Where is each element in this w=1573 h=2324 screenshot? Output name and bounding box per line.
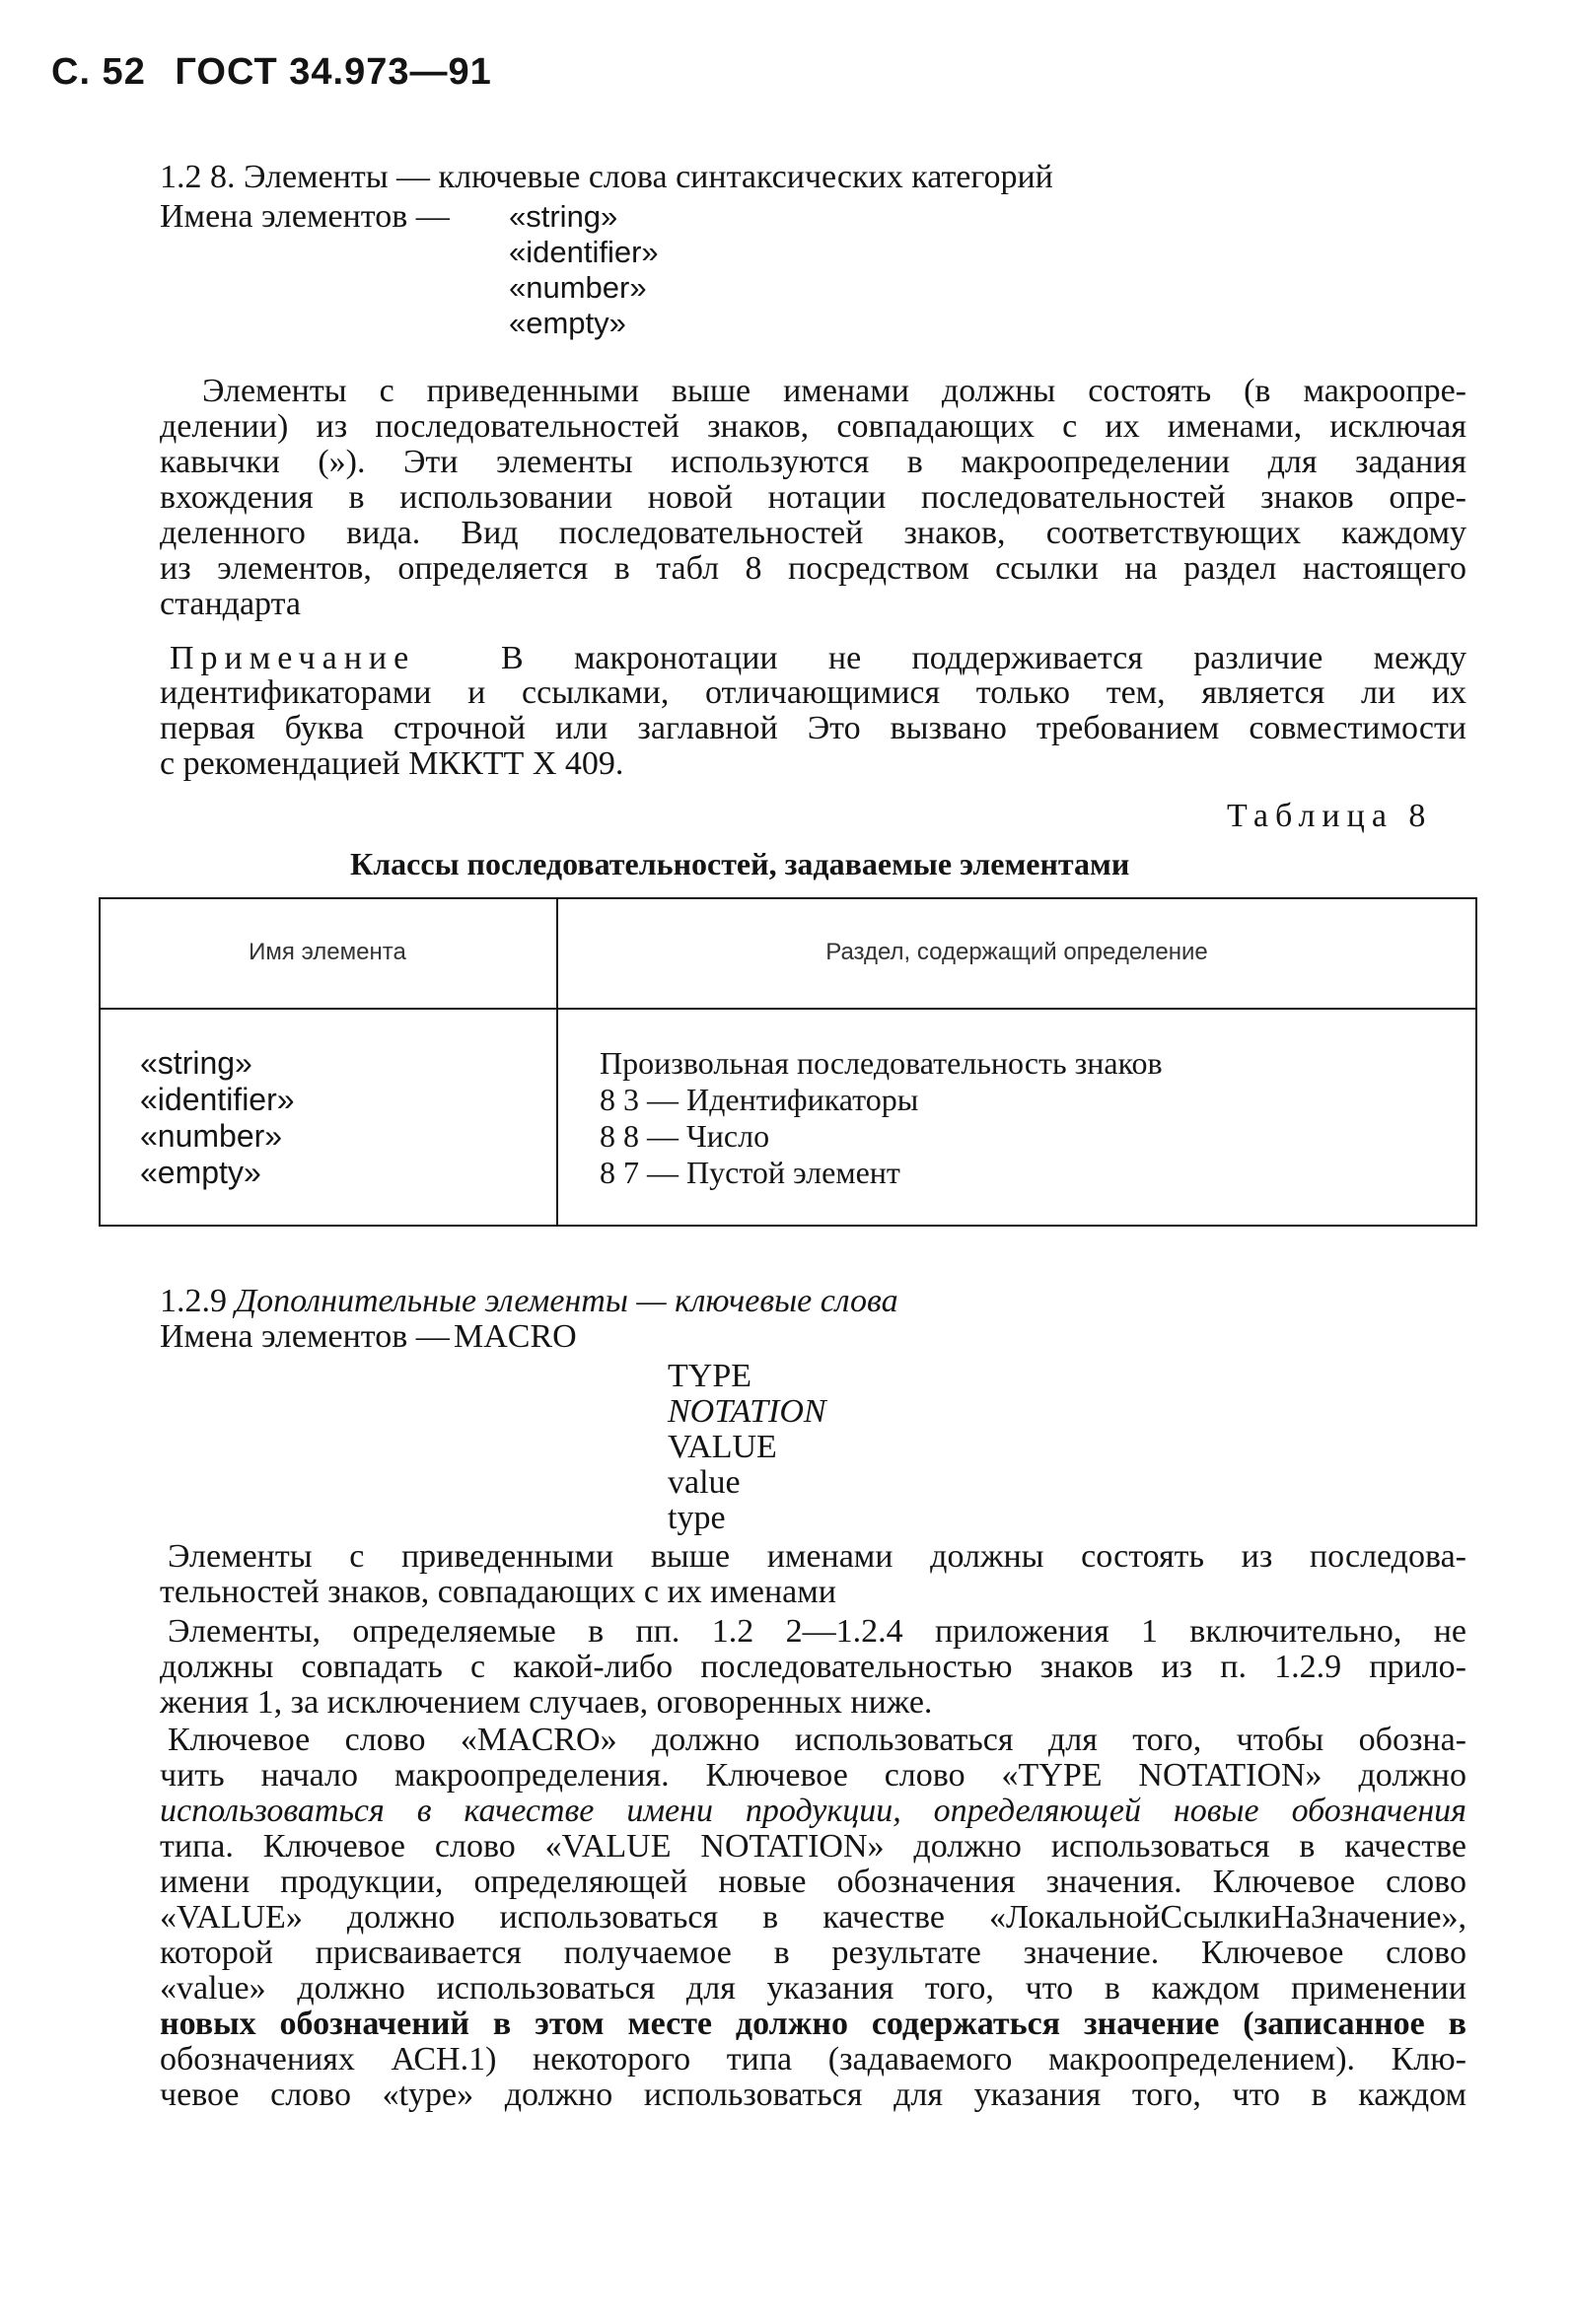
table-header-rule xyxy=(99,1008,1477,1010)
paragraph-line: имени продукции, определяющей новые обозначения значения. Ключевое слово xyxy=(160,1864,1466,1900)
page-number: С. 52 xyxy=(51,51,146,93)
paragraph-line: жения 1, за исключением случаев, оговоренных ниже. xyxy=(160,1684,933,1721)
table-cell: 8 7 — Пустой элемент xyxy=(600,1155,900,1190)
standard-id: ГОСТ 34.973—91 xyxy=(175,51,492,93)
keyword-name: value xyxy=(668,1464,741,1501)
paragraph-line: стандарта xyxy=(160,586,301,622)
table-cell: 8 8 — Число xyxy=(600,1118,770,1154)
table-cell: «identifier» xyxy=(140,1082,295,1117)
element-name: «string» xyxy=(509,199,618,234)
table-top-rule xyxy=(99,897,1477,899)
table-definitions-cell xyxy=(600,1045,1163,1191)
note-line: идентификаторами и ссылками, отличающимися только тем, является ли их xyxy=(160,674,1466,711)
table-bottom-rule xyxy=(99,1225,1477,1227)
page-header xyxy=(51,51,510,94)
table-cell: «string» xyxy=(140,1045,252,1081)
paragraph-line: делении) из последовательностей знаков, совпадающих с их именами, исключая xyxy=(160,408,1466,445)
table-right-border xyxy=(1475,897,1477,1227)
element-name: «empty» xyxy=(509,306,626,340)
table-names-cell xyxy=(140,1045,295,1191)
table-cell: «empty» xyxy=(140,1155,261,1190)
section-1-2-8-names-label: Имена элементов — xyxy=(160,198,450,235)
note-line: с рекомендацией МККТТ Х 409. xyxy=(160,745,624,782)
table-8 xyxy=(99,897,1477,1227)
table-label: Таблица 8 xyxy=(1227,798,1433,834)
paragraph-line: «VALUE» должно использоваться в качестве «ЛокальнойСсылкиНаЗначение», xyxy=(160,1899,1466,1936)
keyword-name: MACRO xyxy=(454,1318,577,1355)
table-cell: 8 3 — Идентификаторы xyxy=(600,1082,919,1117)
paragraph-line: чевое слово «type» должно использоваться для указания того, что в каждом xyxy=(160,2077,1466,2113)
paragraph-line: «value» должно использоваться для указания того, что в каждом применении xyxy=(160,1970,1466,2007)
section-1-2-8-title: 1.2 8. Элементы — ключевые слова синтаксических категорий xyxy=(160,159,1053,195)
note-label: Примечание xyxy=(170,640,416,676)
table-cell: Произвольная последовательность знаков xyxy=(600,1045,1163,1081)
table-cell: «number» xyxy=(140,1118,283,1154)
note-line: первая буква строчной или заглавной Это вызвано требованием совместимости xyxy=(160,710,1466,746)
paragraph-line: из элементов, определяется в табл 8 посредством ссылки на раздел настоящего xyxy=(160,550,1466,587)
paragraph-line: должны совпадать с какой-либо последовательностью знаков из п. 1.2.9 прило- xyxy=(160,1649,1466,1685)
table-title: Классы последовательностей, задаваемые элементами xyxy=(350,846,1130,881)
keyword-name: TYPE xyxy=(668,1358,751,1394)
paragraph-line: новых обозначений в этом месте должно содержаться значение (записанное в xyxy=(160,2006,1466,2042)
section-number: 1.2.9 xyxy=(160,1283,227,1319)
element-name: «identifier» xyxy=(509,235,659,269)
paragraph-line: типа. Ключевое слово «VALUE NOTATION» должно использоваться в качестве xyxy=(160,1828,1466,1865)
section-1-2-9-names-label: Имена элементов — xyxy=(160,1318,450,1355)
table-header-definition: Раздел, содержащий определение xyxy=(825,939,1208,965)
keyword-name: type xyxy=(668,1500,726,1536)
paragraph-line: деленного вида. Вид последовательностей знаков, соответствующих каждому xyxy=(160,515,1466,551)
paragraph-line: использоваться в качестве имени продукции, определяющей новые обозначения xyxy=(160,1793,1466,1829)
keyword-name: NOTATION xyxy=(668,1393,826,1430)
paragraph-line: вхождения в использовании новой нотации последовательностей знаков опре- xyxy=(160,479,1466,516)
section-1-2-9-heading xyxy=(160,1282,898,1321)
paragraph-line: чить начало макроопределения. Ключевое слово «TYPE NOTATION» должно xyxy=(160,1757,1466,1794)
paragraph-line: Элементы, определяемые в пп. 1.2 2—1.2.4 приложения 1 включительно, не xyxy=(168,1613,1466,1650)
paragraph-line: Элементы с приведенными выше именами должны состоять из последова- xyxy=(168,1538,1466,1575)
note-line: В макронотации не поддерживается различие между xyxy=(501,640,1466,676)
paragraph-line: Элементы с приведенными выше именами должны состоять (в макроопре- xyxy=(202,373,1466,409)
paragraph-line: кавычки (»). Эти элементы используются в макроопределении для задания xyxy=(160,444,1466,480)
section-title: Дополнительные элементы — ключевые слова xyxy=(235,1283,898,1319)
keyword-name: VALUE xyxy=(668,1429,777,1465)
paragraph-line: обозначениях АСН.1) некоторого типа (задаваемого макроопределением). Клю- xyxy=(160,2041,1466,2078)
paragraph-line: которой присваивается получаемое в результате значение. Ключевое слово xyxy=(160,1935,1466,1971)
table-header-name: Имя элемента xyxy=(249,939,406,965)
paragraph-line: Ключевое слово «MACRO» должно использоваться для того, чтобы обозна- xyxy=(168,1722,1466,1758)
paragraph-line: тельностей знаков, совпадающих с их именами xyxy=(160,1574,836,1610)
element-name: «number» xyxy=(509,270,647,305)
